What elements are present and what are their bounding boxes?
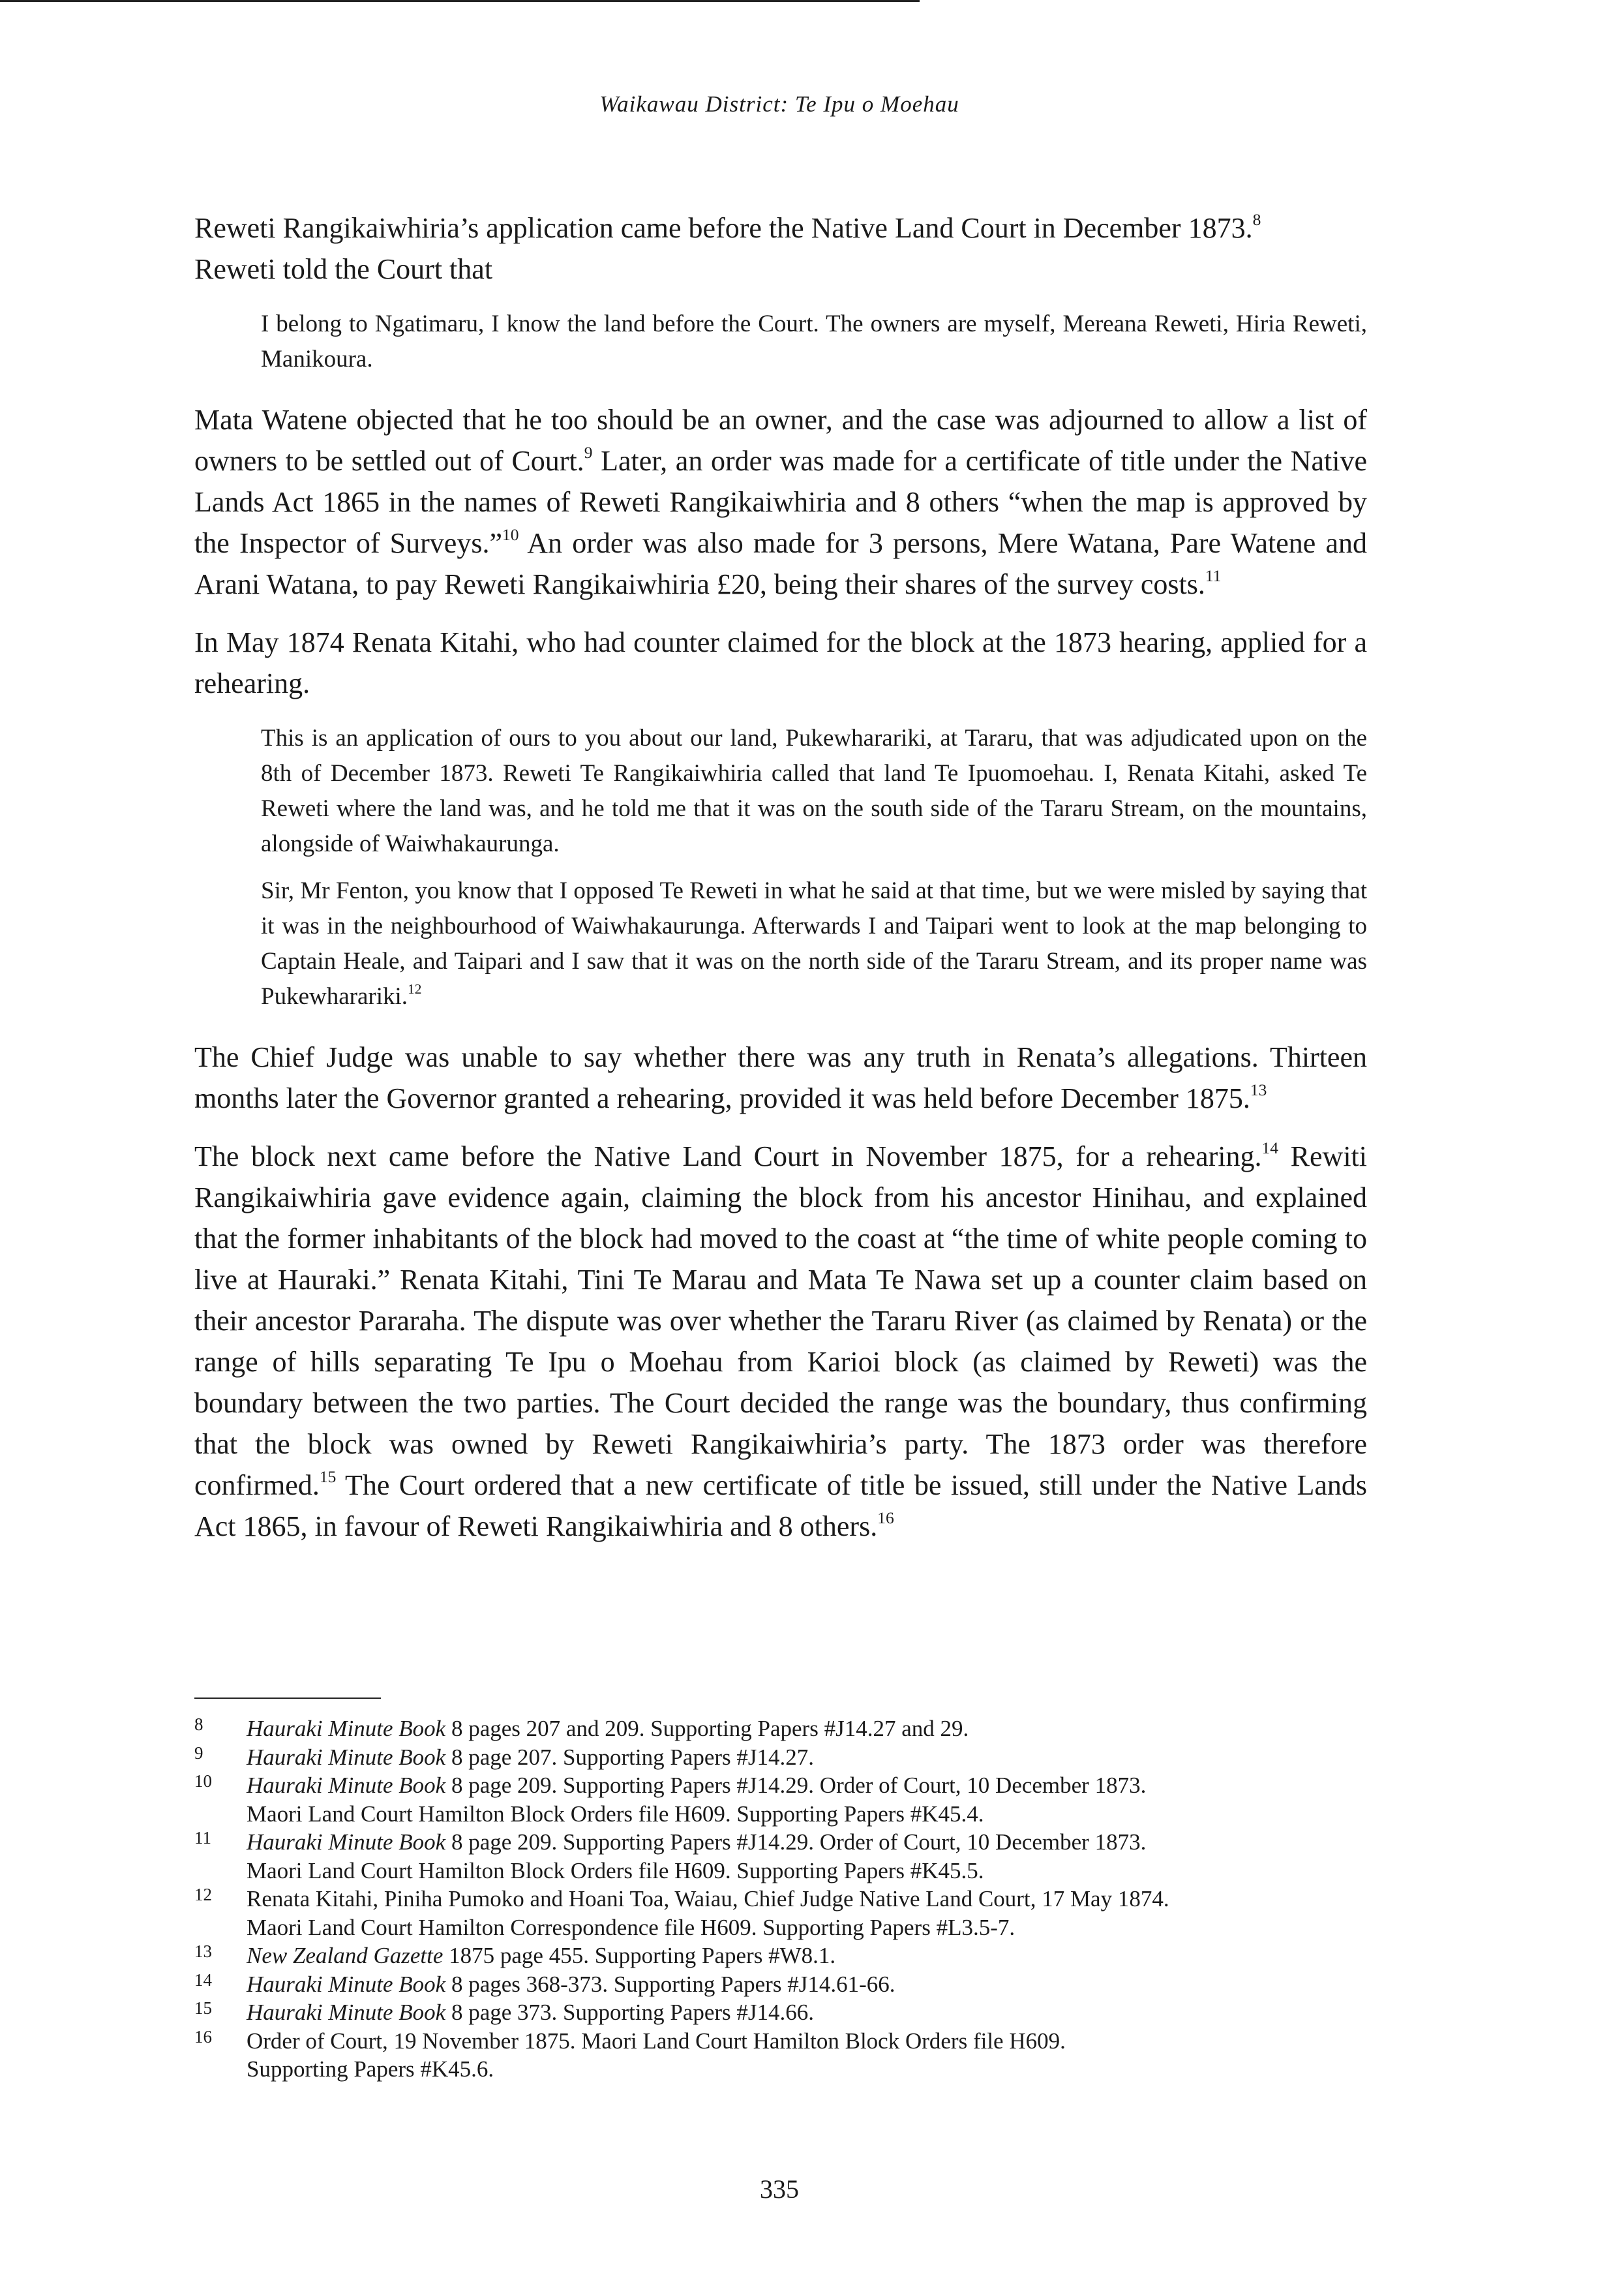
- footnote-ref[interactable]: 15: [319, 1467, 337, 1486]
- paragraph-3: In May 1874 Renata Kitahi, who had counter claimed for the block at the 1873 hearing, applied for a rehearing.: [194, 626, 1367, 699]
- footnote-separator: [194, 1698, 381, 1699]
- footnote-ref[interactable]: 16: [877, 1508, 894, 1527]
- paragraph-2: Mata Watene objected that he too should be an owner, and the case was adjourned to allow a list of owners to be settled out of Court.$^9$ Later, an order was made for a certificate of title under the Native Lands Act 1865 in the names of Reweti Rangikaiwhiria and 8 others “when the map is approved by the Inspector of Surveys.”$^{10}$ An order was also made for 3 persons, Mere Watana, Pare Watene and Arani Watana, to pay Reweti Rangikaiwhiria £20, being their shares of the survey costs.$^{11}$: [194, 404, 1368, 600]
- footnote-ref[interactable]: 11: [1205, 566, 1222, 585]
- paragraph-5: The block next came before the Native Land Court in November 1875, for a rehearing.$^{14}$ Rewiti Rangikaiwhiria gave evidence again, claiming the block from his ancestor Hinihau, and explained that the former inhabitants of the block had moved to the coast at “the time of white people coming to live at Hauraki.” Renata Kitahi, Tini Te Marau and Mata Te Nawa set up a counter claim based on their ancestor Pararaha. The dispute was over whether the Tararu River (as claimed by Renata) or the range of hills separating Te Ipu o Moehau from Karioi block (as claimed by Reweti) was the boundary between the two parties. The Court decided the range was the boundary, thus confirming that the block was owned by Reweti Rangikaiwhiria’s party. The 1873 order was therefore confirmed.$^{15}$ The Court ordered that a new certificate of title be issued, still under the Native Lands Act 1865, in favour of Reweti Rangikaiwhiria and 8 others.$^{16}$: [194, 1138, 1367, 1542]
- footnote: 16 Order of Court, 19 November 1875. Maori Land Court Hamilton Block Orders file H609. Supporting Papers #K45.6.: [194, 2026, 1066, 2082]
- footnote-ref[interactable]: 14: [1261, 1138, 1279, 1157]
- footnote: 8 Hauraki Minute Book 8 pages 207 and 209. Supporting Papers #J14.27 and 29.: [194, 1714, 969, 1741]
- footnote: 13 New Zealand Gazette 1875 page 455. Supporting Papers #W8.1.: [194, 1941, 836, 1968]
- footnote-ref[interactable]: 13: [1250, 1080, 1267, 1099]
- footnote-ref[interactable]: 9: [584, 442, 593, 462]
- paragraph-1: Reweti Rangikaiwhiria’s application came before the Native Land Court in December 1873.$^8$ Reweti told the Court that: [194, 209, 1261, 285]
- footnote: 9 Hauraki Minute Book 8 page 207. Supporting Papers #J14.27.: [194, 1743, 815, 1770]
- block-quote-2: This is an application of ours to you about our land, Pukewharariki, at Tararu, that was adjudicated upon on the 8th of December 1873. Reweti Te Rangikaiwhiria called that land Te Ipuomoehau. I, Renata Kitahi, asked Te Reweti where the land was, and he told me that it was on the south side of the Tararu Stream, on the mountains, alongside of Waiwhakaurunga.: [261, 725, 1367, 857]
- page-number: 335: [760, 2174, 799, 2204]
- block-quote-3: Sir, Mr Fenton, you know that I opposed Te Reweti in what he said at that time, but we were misled by saying that it was in the neighbourhood of Waiwhakaurunga. Afterwards I and Taipari went to look at the map belonging to Captain Heale, and Taipari and I saw that it was on the north side of the Tararu Stream, and its proper name was Pukewharariki.$^{12}$: [261, 877, 1367, 1010]
- running-header: Waikawau District: Te Ipu o Moehau: [599, 91, 959, 117]
- footnote: 14 Hauraki Minute Book 8 pages 368-373. Supporting Papers #J14.61-66.: [194, 1970, 895, 1997]
- top-rule: [0, 0, 920, 2]
- footnote: 12 Renata Kitahi, Piniha Pumoko and Hoani Toa, Waiau, Chief Judge Native Land Court, 17 May 1874. Maori Land Court Hamilton Correspondence file H609. Supporting Papers #L3.5-7.: [194, 1885, 1169, 1940]
- footnote-ref[interactable]: 12: [408, 981, 422, 997]
- paragraph-4: The Chief Judge was unable to say whether there was any truth in Renata’s allegations. Thirteen months later the Governor granted a rehearing, provided it was held before December 1875.13: [194, 1041, 1367, 1114]
- footnotes: [194, 1714, 1368, 2084]
- footnote-ref[interactable]: 10: [502, 525, 519, 544]
- main-text: [194, 207, 1367, 1564]
- footnote: 15 Hauraki Minute Book 8 page 373. Supporting Papers #J14.66.: [194, 1998, 815, 2025]
- footnote-ref[interactable]: 8: [1252, 209, 1261, 229]
- footnote: 10 Hauraki Minute Book 8 page 209. Supporting Papers #J14.29. Order of Court, 10 December 1873. Maori Land Court Hamilton Block Orders file H609. Supporting Papers #K45.4.: [194, 1771, 1147, 1827]
- footnote: 11 Hauraki Minute Book 8 page 209. Supporting Papers #J14.29. Order of Court, 10 December 1873. Maori Land Court Hamilton Block Orders file H609. Supporting Papers #K45.5.: [194, 1828, 1147, 1883]
- block-quote-1: I belong to Ngatimaru, I know the land before the Court. The owners are myself, Mereana Reweti, Hiria Reweti, Manikoura.: [261, 311, 1367, 373]
